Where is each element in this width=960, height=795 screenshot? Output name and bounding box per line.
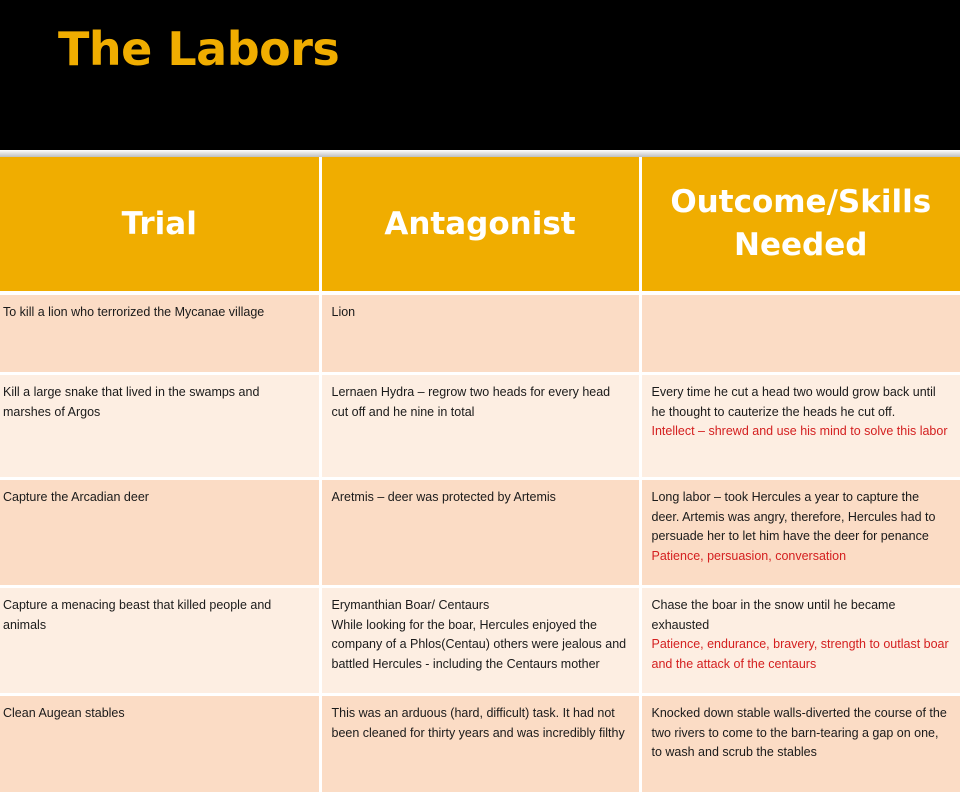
table-row xyxy=(0,293,960,374)
trial-cell: Capture a menacing beast that killed people and animals xyxy=(0,587,320,695)
outcome-cell xyxy=(640,695,960,794)
table-row xyxy=(0,587,960,695)
antagonist-cell: Lion xyxy=(320,293,640,374)
antagonist-cell xyxy=(320,587,640,695)
slide-title: The Labors xyxy=(58,22,340,76)
title-divider xyxy=(0,150,960,157)
labors-table xyxy=(0,157,960,795)
outcome-text: Every time he cut a head two would grow back until he thought to cauterize the heads he cut off. xyxy=(651,385,936,419)
outcome-text: Knocked down stable walls-diverted the course of the two rivers to come to the barn-tearing a gap on one, to wash and scrub the stables xyxy=(651,706,947,759)
trial-cell: To kill a lion who terrorized the Mycanae village xyxy=(0,293,320,374)
outcome-cell xyxy=(640,587,960,695)
antagonist-name: Erymanthian Boar/ Centaurs xyxy=(331,598,490,612)
trial-cell: Kill a large snake that lived in the swamps and marshes of Argos xyxy=(0,374,320,479)
skills-text: Patience, persuasion, conversation xyxy=(651,548,847,563)
table-row xyxy=(0,695,960,794)
header-antagonist: Antagonist xyxy=(320,157,640,293)
antagonist-cell: Lernaen Hydra – regrow two heads for every head cut off and he nine in total xyxy=(320,374,640,479)
outcome-text: Chase the boar in the snow until he became exhausted xyxy=(651,598,896,632)
outcome-cell xyxy=(640,293,960,374)
trial-cell: Clean Augean stables xyxy=(0,695,320,794)
trial-cell: Capture the Arcadian deer xyxy=(0,479,320,587)
skills-text: Intellect – shrewd and use his mind to solve this labor xyxy=(651,424,948,438)
skills-text: Patience, endurance, bravery, strength to outlast boar and the attack of the centaurs xyxy=(651,637,949,671)
outcome-cell xyxy=(640,479,960,587)
antagonist-note: While looking for the boar, Hercules enjoyed the company of a Phlos(Centau) others were jealous and battled Hercules - including the Centaurs mother xyxy=(331,617,627,671)
table-header-row xyxy=(0,157,960,293)
header-trial: Trial xyxy=(0,157,320,293)
antagonist-cell: This was an arduous (hard, difficult) task. It had not been cleaned for thirty years and was incredibly filthy xyxy=(320,695,640,794)
labors-table-container xyxy=(0,157,960,759)
antagonist-cell: Aretmis – deer was protected by Artemis xyxy=(320,479,640,587)
outcome-cell xyxy=(640,374,960,479)
table-row xyxy=(0,479,960,587)
header-outcome-skills: Outcome/Skills Needed xyxy=(640,157,960,293)
table-row xyxy=(0,374,960,479)
outcome-text: Long labor – took Hercules a year to capture the deer. Artemis was angry, therefore, Hercules had to persuade her to let him have the deer for penance xyxy=(651,490,936,543)
